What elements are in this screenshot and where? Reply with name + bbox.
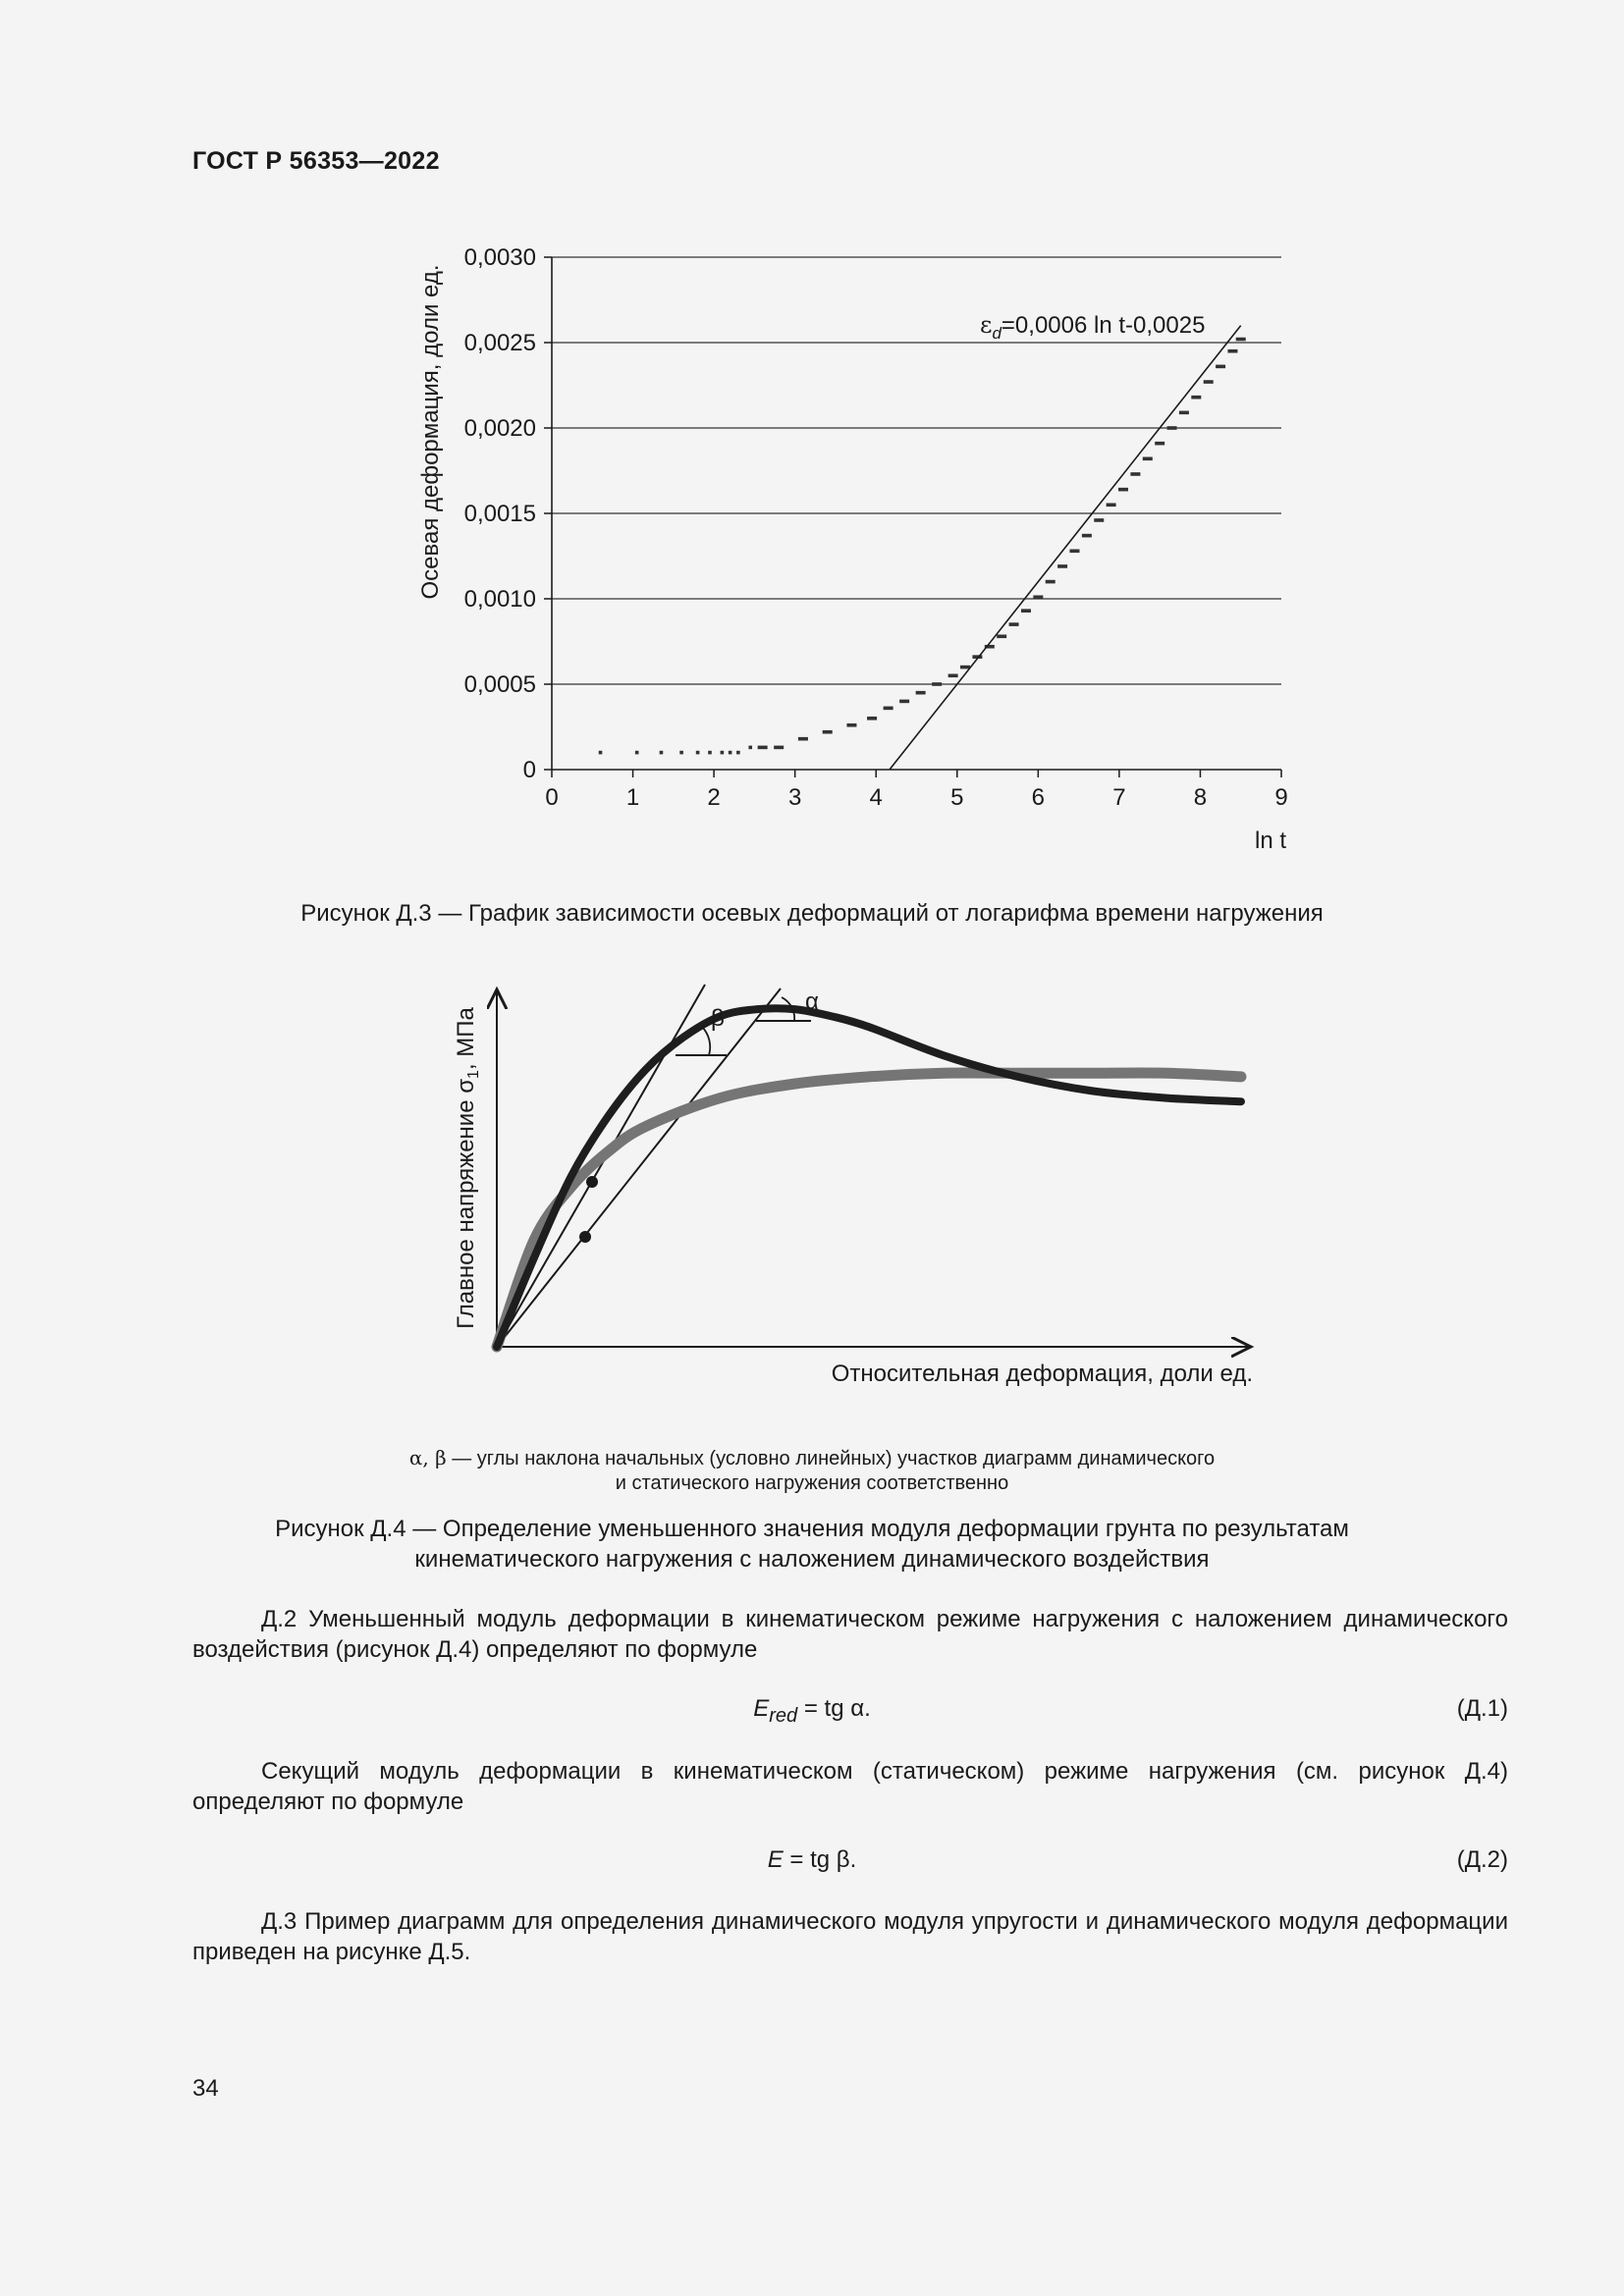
data-point	[1069, 549, 1079, 553]
x-tick-label: 8	[1193, 784, 1208, 811]
figure-d3-chart	[0, 0, 1624, 883]
data-point	[1118, 488, 1128, 492]
data-point	[884, 707, 893, 711]
x-tick-label: 4	[869, 784, 883, 811]
data-point	[1046, 580, 1056, 584]
x-tick-label: 7	[1112, 784, 1126, 811]
data-point	[1216, 365, 1225, 369]
data-point	[867, 717, 877, 721]
static-loading-curve	[497, 1008, 1241, 1347]
data-point	[1094, 518, 1104, 522]
data-point	[846, 723, 856, 727]
data-point	[1057, 564, 1067, 568]
data-point	[774, 746, 784, 750]
data-point	[1204, 380, 1214, 384]
data-point	[823, 730, 833, 734]
tangent-alpha	[497, 988, 781, 1347]
data-point	[696, 751, 700, 755]
data-point	[1227, 349, 1237, 353]
data-point	[1021, 609, 1031, 613]
data-point	[1155, 442, 1164, 446]
paragraph-secant-modulus: Секущий модуль деформации в кинематическом (статическом) режиме нагружения (см. рисунок Д.4) определяют по формуле	[192, 1758, 1508, 1815]
figure-d4-chart	[0, 972, 1624, 1404]
data-point	[1082, 534, 1092, 538]
paragraph-d2: Д.2 Уменьшенный модуль деформации в кинематическом режиме нагружения с наложением динамического воздействия (рисунок Д.4) определяют по формуле	[192, 1606, 1508, 1663]
x-axis-label: Относительная деформация, доли ед.	[831, 1361, 1253, 1387]
formula-d2-number: (Д.2)	[1456, 1846, 1508, 1873]
trendline	[890, 326, 1240, 770]
y-tick-label: 0,0030	[463, 244, 536, 271]
data-point	[932, 682, 942, 686]
x-tick-label: 6	[1031, 784, 1046, 811]
y-tick-label: 0,0025	[463, 330, 536, 356]
data-point	[997, 634, 1006, 638]
data-point	[798, 737, 808, 741]
beta-angle-arc	[702, 1027, 710, 1055]
figure-d4-note: α, β — углы наклона начальных (условно линейных) участков диаграмм динамического и статического нагружения соответственно	[408, 1446, 1216, 1494]
data-point	[748, 746, 752, 750]
formula-d1: $E_{red}$ = tg α.	[753, 1695, 871, 1727]
x-tick-label: 9	[1274, 784, 1288, 811]
data-point	[660, 751, 664, 755]
y-tick-label: 0,0010	[463, 586, 536, 613]
data-point	[1130, 472, 1140, 476]
data-point	[679, 751, 683, 755]
data-point	[1143, 457, 1153, 461]
paragraph-d3: Д.3 Пример диаграмм для определения динамического модуля упругости и динамического модуля деформации приведен на рисунке Д.5.	[192, 1908, 1508, 1965]
page-number: 34	[192, 2075, 219, 2102]
x-tick-label: 5	[950, 784, 964, 811]
figure-d4-caption: Рисунок Д.4 — Определение уменьшенного значения модуля деформации грунта по результатам кинематического нагружения с наложением динамического воздействия	[275, 1516, 1349, 1573]
data-point	[1191, 396, 1201, 400]
y-axis-label: Главное напряжение $\sigma_1$, МПа	[453, 1007, 482, 1329]
data-point	[736, 751, 740, 755]
data-point	[1107, 504, 1116, 507]
data-point	[1236, 338, 1246, 342]
equation-label: $\varepsilon_d=0,0006$ ln t-0,0025	[980, 311, 1206, 343]
data-point	[729, 751, 732, 755]
tangent-point-beta	[586, 1176, 598, 1188]
data-point	[758, 746, 768, 750]
data-point	[635, 751, 639, 755]
y-tick-label: 0	[522, 757, 536, 783]
y-tick-label: 0,0015	[463, 501, 536, 527]
data-point	[916, 691, 926, 695]
data-point	[1179, 411, 1189, 415]
y-tick-label: 0,0020	[463, 415, 536, 442]
data-point	[948, 674, 958, 678]
y-tick-label: 0,0005	[463, 671, 536, 698]
x-tick-label: 2	[707, 784, 721, 811]
document-header: ГОСТ Р 56353—2022	[192, 147, 440, 175]
tangent-point-alpha	[579, 1231, 591, 1243]
alpha-label: α	[805, 988, 819, 1015]
data-point	[599, 751, 603, 755]
beta-label: β	[711, 1005, 725, 1032]
tangent-beta	[497, 985, 705, 1347]
figure-d3-caption: Рисунок Д.3 — График зависимости осевых деформаций от логарифма времени нагружения	[300, 900, 1324, 927]
x-tick-label: 1	[625, 784, 640, 811]
data-point	[899, 700, 909, 704]
x-tick-label: 0	[545, 784, 559, 811]
data-point	[708, 751, 712, 755]
formula-d2: E = tg β.	[767, 1846, 857, 1873]
data-point	[1167, 426, 1177, 430]
data-point	[1033, 595, 1043, 599]
formula-d1-number: (Д.1)	[1456, 1695, 1508, 1722]
x-tick-label: 3	[787, 784, 802, 811]
y-axis-label: Осевая деформация, доли ед.	[417, 264, 444, 600]
data-point	[721, 751, 725, 755]
data-point	[1009, 622, 1019, 626]
x-axis-label: ln t	[1254, 828, 1287, 854]
